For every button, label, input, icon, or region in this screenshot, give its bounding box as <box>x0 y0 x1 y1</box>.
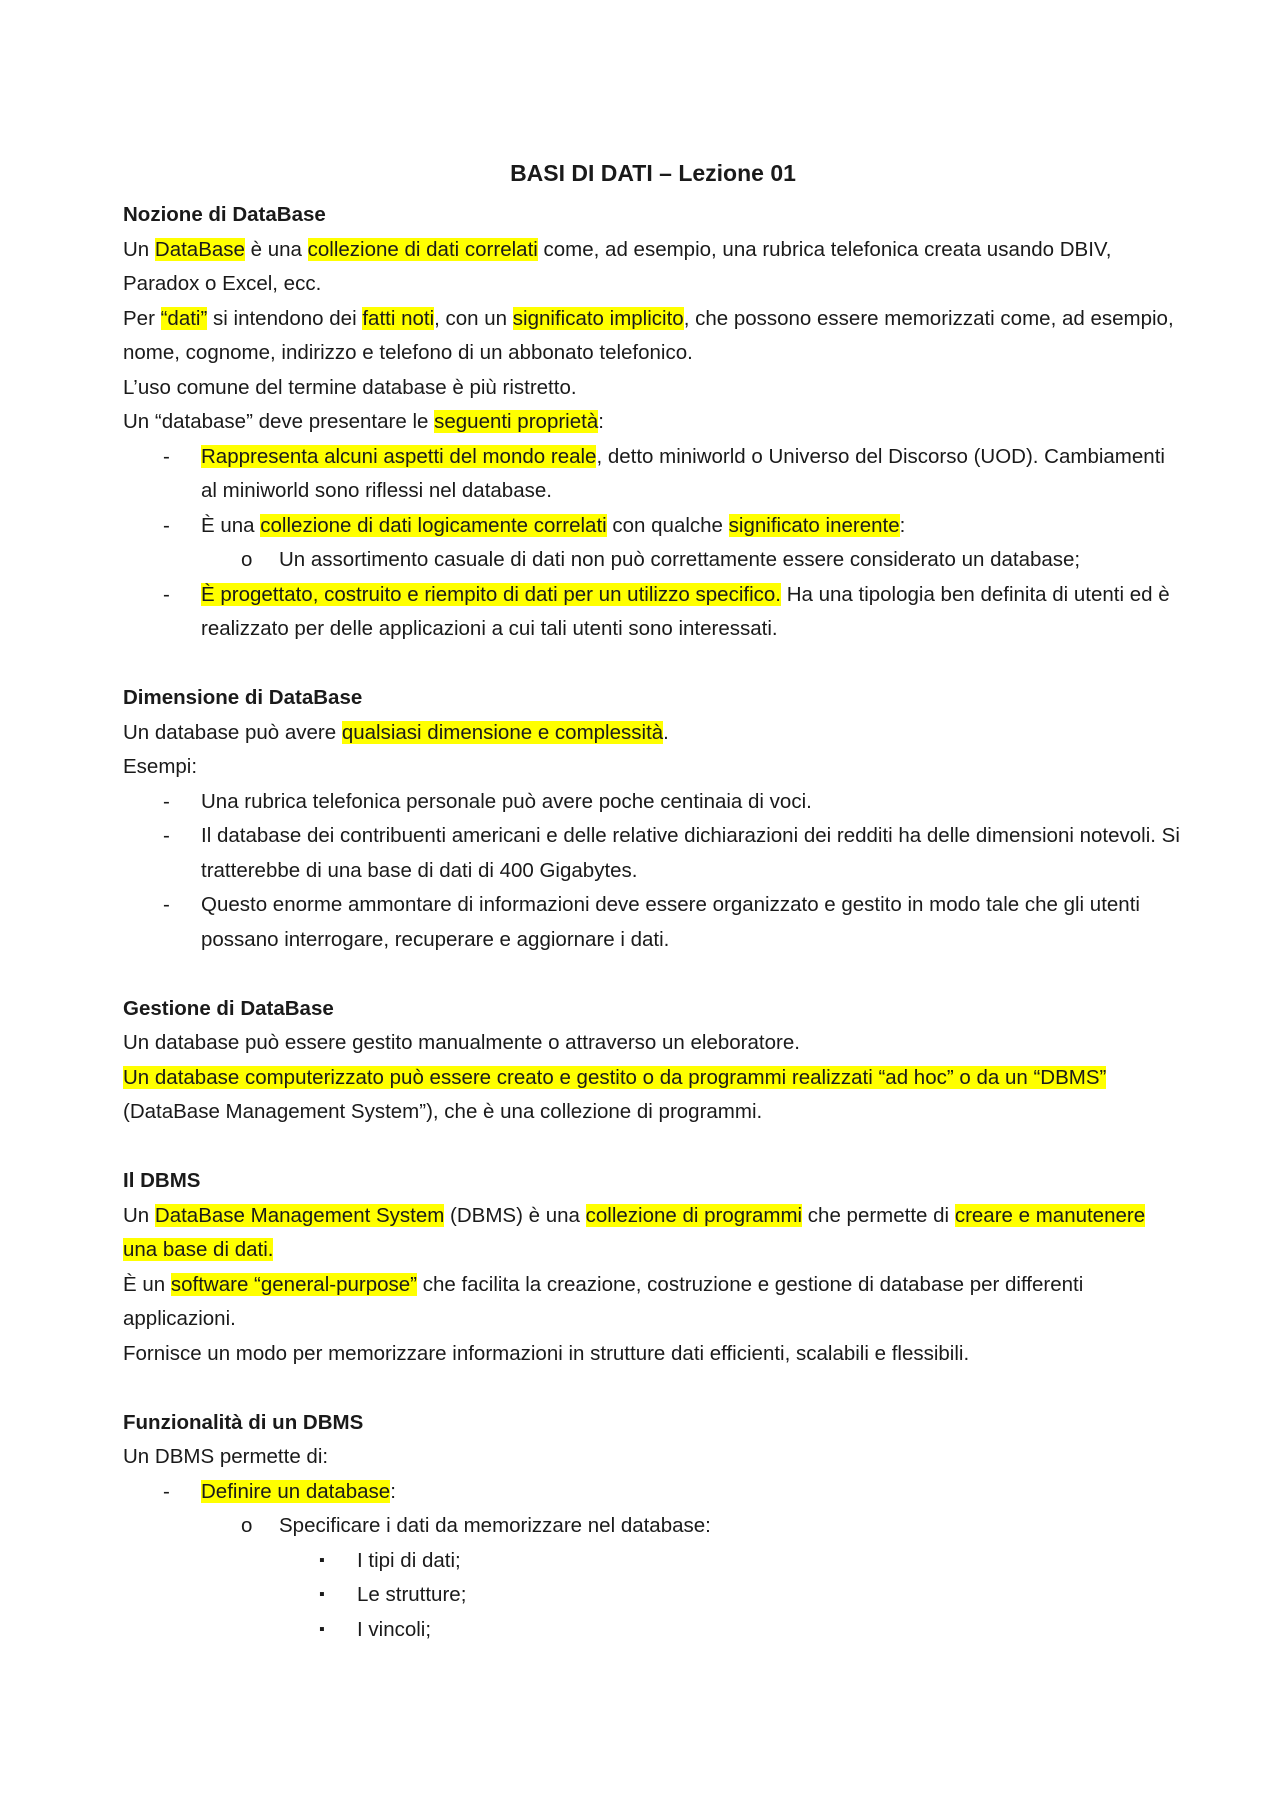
text-run: , detto miniworld o Universo del Discorso (UOD). Cambiamenti al miniworld sono riflessi nel database. <box>201 444 1165 502</box>
text-run: (DBMS) è una <box>444 1203 586 1227</box>
highlighted-text: Rappresenta alcuni aspetti del mondo reale <box>201 444 597 468</box>
dash-marker: - <box>163 789 170 813</box>
circle-marker: o <box>241 1514 253 1537</box>
list-item <box>123 440 1183 509</box>
section-heading: Gestione di DataBase <box>123 996 334 1020</box>
paragraph: Un DBMS permette di: <box>123 1445 329 1468</box>
list-item <box>123 509 1183 544</box>
paragraph <box>123 233 1183 302</box>
list-item <box>123 578 1183 647</box>
highlighted-text: DataBase <box>154 237 245 261</box>
text-run: (DataBase Management System”), che è una collezione di programmi. <box>123 1100 763 1123</box>
bullet-list <box>123 440 1183 647</box>
highlighted-text: creare e manutenere una base di dati. <box>123 1203 1146 1261</box>
paragraph <box>123 1268 1183 1337</box>
bullet-list <box>123 785 1183 958</box>
text-run: , che possono essere memorizzati come, ad esempio, nome, cognome, indirizzo e telefono di un abbonato telefonico. <box>123 306 1174 364</box>
paragraph: L’uso comune del termine database è più ristretto. <box>123 375 577 399</box>
highlighted-text: collezione di dati correlati <box>307 237 538 261</box>
paragraph <box>123 1061 1183 1130</box>
section-nozione <box>123 198 1183 647</box>
paragraph: Esempi: <box>123 755 198 778</box>
paragraph <box>123 302 1183 371</box>
text-run: È una <box>201 513 261 537</box>
dash-marker: - <box>163 444 170 468</box>
text-run: che permette di <box>802 1203 955 1227</box>
text-run: Un “database” deve presentare le <box>123 410 435 433</box>
section-heading: Nozione di DataBase <box>123 203 326 226</box>
text-run: Per <box>123 306 161 330</box>
text-run: che facilita la creazione, costruzione e gestione di database per differenti applicazioni. <box>123 1272 1084 1330</box>
text-run: si intendono dei <box>207 306 363 330</box>
dash-marker: - <box>163 513 170 537</box>
text-run: Le strutture; <box>357 1583 467 1606</box>
highlighted-text: collezione di programmi <box>585 1203 803 1227</box>
text-run: Un assortimento casuale di dati non può correttamente essere considerato un database; <box>279 548 1081 571</box>
dash-marker: - <box>163 1479 170 1503</box>
circle-marker: o <box>241 548 253 571</box>
document-title: BASI DI DATI – Lezione 01 <box>510 160 796 186</box>
bullet-list <box>123 1475 1183 1648</box>
highlighted-text: DataBase Management System <box>154 1203 445 1227</box>
dash-marker: - <box>163 582 170 606</box>
section-funzionalita <box>123 1406 1183 1648</box>
text-run: come, ad esempio, una rubrica telefonica creata usando DBIV, Paradox o Excel, ecc. <box>123 237 1112 295</box>
highlighted-text: significato inerente <box>728 513 900 537</box>
dash-marker: - <box>163 824 170 847</box>
highlighted-text: significato implicito <box>512 306 684 330</box>
paragraph <box>123 405 1183 440</box>
paragraph: Un database può essere gestito manualmente o attraverso un eleboratore. <box>123 1031 800 1054</box>
sub-sub-list-item <box>123 1578 1183 1613</box>
text-run: Un <box>123 237 155 261</box>
text-run: : <box>598 410 604 433</box>
text-run: : <box>899 513 906 537</box>
text-run: I vincoli; <box>357 1617 432 1641</box>
highlighted-text: seguenti proprietà <box>434 410 599 433</box>
text-run: Specificare i dati da memorizzare nel database: <box>279 1514 711 1537</box>
text-run: Questo enorme ammontare di informazioni deve essere organizzato e gestito in modo tale che gli utenti possano interrogare, recuperare e aggiornare i dati. <box>201 893 1140 951</box>
square-marker: ▪ <box>319 1620 325 1638</box>
text-run: Un <box>123 1203 155 1227</box>
section-dbms <box>123 1164 1183 1371</box>
sub-sub-list-item <box>123 1613 1183 1648</box>
highlighted-text: Definire un database <box>201 1479 391 1503</box>
text-run: : <box>390 1479 396 1503</box>
list-item <box>123 819 1183 888</box>
highlighted-text: software “general-purpose” <box>170 1272 417 1296</box>
list-item <box>123 888 1183 957</box>
highlighted-text: qualsiasi dimensione e complessità <box>341 720 664 744</box>
text-run: Una rubrica telefonica personale può avere poche centinaia di voci. <box>201 789 812 813</box>
highlighted-text: “dati” <box>160 306 208 330</box>
sub-sub-list-item <box>123 1544 1183 1579</box>
sub-list-item <box>123 543 1183 578</box>
text-run: con qualche <box>606 513 729 537</box>
text-run: I tipi di dati; <box>357 1548 461 1572</box>
highlighted-text: Un database computerizzato può essere creato e gestito o da programmi realizzati “ad hoc” o da un “DBMS” <box>123 1065 1107 1089</box>
sub-list-item <box>123 1509 1183 1544</box>
highlighted-text: È progettato, costruito e riempito di dati per un utilizzo specifico. <box>201 582 781 606</box>
text-run: . <box>663 720 669 744</box>
highlighted-text: collezione di dati logicamente correlati <box>260 513 607 537</box>
text-run: è una <box>244 237 308 261</box>
square-marker: ▪ <box>319 1551 325 1569</box>
text-run: , con un <box>434 306 513 330</box>
square-marker: ▪ <box>319 1586 325 1603</box>
section-gestione <box>123 992 1183 1130</box>
text-run: È un <box>123 1272 171 1296</box>
highlighted-text: fatti noti <box>362 306 435 330</box>
text-run: Il database dei contribuenti americani e delle relative dichiarazioni dei redditi ha delle dimensioni notevoli. Si tratterebbe di una base di dati di 400 Gigabytes. <box>201 824 1180 882</box>
document-page <box>123 152 1183 1682</box>
section-heading: Dimensione di DataBase <box>123 686 363 709</box>
dash-marker: - <box>163 893 170 916</box>
section-heading: Funzionalità di un DBMS <box>123 1410 364 1434</box>
text-run: Un database può avere <box>123 720 342 744</box>
paragraph <box>123 716 1183 751</box>
list-item <box>123 1475 1183 1510</box>
paragraph <box>123 1199 1183 1268</box>
paragraph: Fornisce un modo per memorizzare informazioni in strutture dati efficienti, scalabili e flessibili. <box>123 1341 970 1365</box>
text-run: Ha una tipologia ben definita di utenti ed è realizzato per delle applicazioni a cui tali utenti sono interessati. <box>201 582 1170 640</box>
section-dimensione <box>123 681 1183 957</box>
list-item <box>123 785 1183 820</box>
section-heading: Il DBMS <box>123 1169 201 1192</box>
